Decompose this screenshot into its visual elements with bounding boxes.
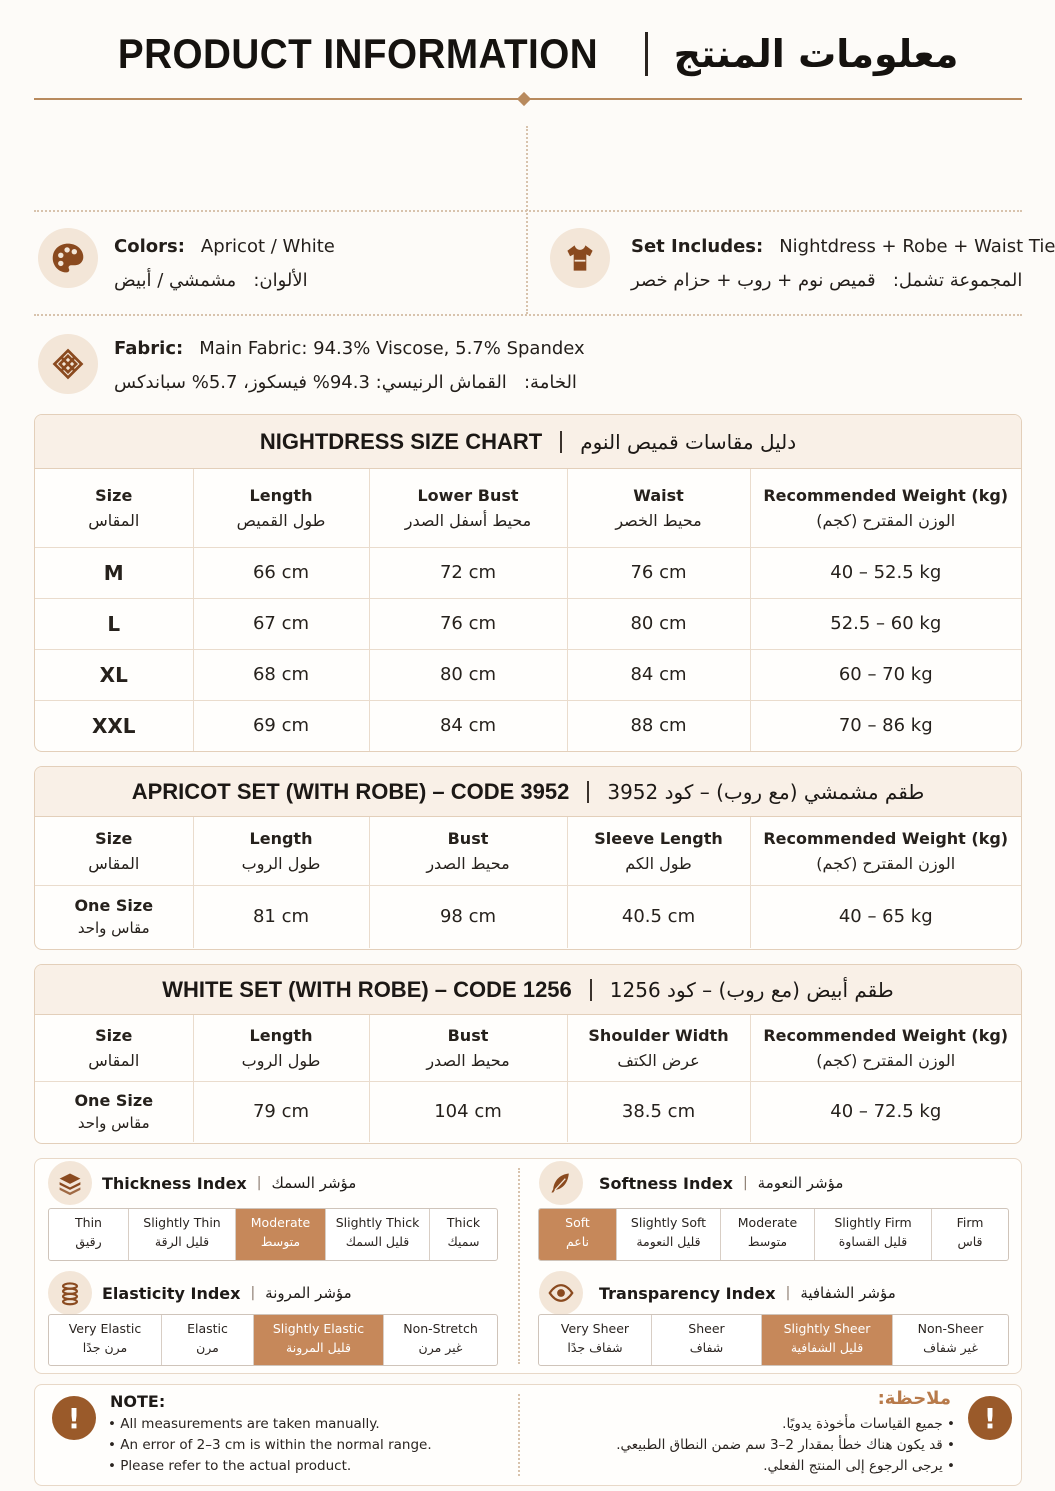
nightdress-chart-title-en: NIGHTDRESS SIZE CHART <box>259 428 543 454</box>
apricot-set-chart <box>34 766 1022 950</box>
column-header: Recommended Weight (kg) الوزن المقترح (كجم) <box>750 469 1021 547</box>
table-cell: 67 cm <box>193 598 369 649</box>
column-header: Size المقاس <box>35 469 193 547</box>
scale-option: Slightly Firm قليل القساوة <box>815 1209 932 1260</box>
table-cell: 104 cm <box>369 1081 567 1142</box>
apricot-set-title-en: APRICOT SET (WITH ROBE) – CODE 3952 <box>131 778 570 804</box>
table-cell: 79 cm <box>193 1081 369 1142</box>
scale-option: Non-Stretch غير مرن <box>403 1321 478 1355</box>
header-ornament <box>517 92 531 106</box>
index-title-en: Transparency Index <box>599 1283 776 1303</box>
column-header: Bust محيط الصدر <box>369 1015 567 1081</box>
page-title-en: PRODUCT INFORMATION <box>117 30 598 77</box>
eye-icon <box>539 1271 583 1315</box>
table-cell: 70 – 86 kg <box>838 715 933 737</box>
table-cell: 88 cm <box>567 700 750 751</box>
feather-icon <box>539 1161 583 1205</box>
index-title-en: Elasticity Index <box>102 1283 241 1303</box>
thickness-scale <box>48 1208 498 1261</box>
scale-option: Thin رقيق <box>49 1209 129 1260</box>
scale-option: Slightly Soft قليل النعومة <box>617 1209 721 1260</box>
column-header: Bust محيط الصدر <box>369 817 567 885</box>
column-header: Sleeve Length طول الكم <box>567 817 750 885</box>
elasticity-scale <box>48 1314 498 1366</box>
table-row <box>35 885 1021 948</box>
set-label: Set Includes: <box>631 236 764 257</box>
column-header: Length طول الروب <box>193 817 369 885</box>
exclamation-icon: ! <box>52 1396 96 1440</box>
column-header: Length طول الروب <box>193 1015 369 1081</box>
index-title-ar: مؤشر الشفافية <box>800 1284 896 1302</box>
column-header: Size المقاس <box>35 817 193 885</box>
table-cell: 66 cm <box>193 547 369 598</box>
table-cell: 98 cm <box>369 885 567 948</box>
layers-icon <box>48 1161 92 1205</box>
table-cell: 38.5 cm <box>567 1081 750 1142</box>
white-set-title-en: WHITE SET (WITH ROBE) – CODE 1256 <box>162 976 572 1002</box>
nightdress-chart-title-ar: دليل مقاسات قميص النوم <box>580 429 797 454</box>
index-divider <box>518 1168 520 1364</box>
table-cell: 69 cm <box>193 700 369 751</box>
table-cell: 72 cm <box>369 547 567 598</box>
scale-option: Very Sheer شفاف جدًا <box>539 1315 652 1365</box>
set-label-ar: المجموعة تشمل: <box>892 270 1023 291</box>
set-value: Nightdress + Robe + Waist Tie <box>779 236 1055 257</box>
note-list-ar <box>616 1414 955 1477</box>
title-divider: | <box>256 1175 262 1191</box>
size-cell: XL <box>35 649 193 700</box>
exclamation-icon: ! <box>968 1396 1012 1440</box>
table-row <box>35 649 1021 700</box>
thickness-index-title <box>48 1161 356 1205</box>
note-title-en: NOTE: <box>110 1392 166 1411</box>
note-item: • قد يكون هناك خطأ بمقدار 2–3 سم ضمن النطاق الطبيعي. <box>616 1435 955 1456</box>
apricot-set-table <box>35 817 1021 948</box>
column-header: Recommended Weight (kg) الوزن المقترح (كجم) <box>750 817 1021 885</box>
scale-option: Very Elastic مرن جدًا <box>49 1315 162 1365</box>
scale-option: Slightly Thin قليل الرقة <box>129 1209 236 1260</box>
note-title-ar: ملاحظة: <box>877 1388 951 1409</box>
colors-label-ar: الألوان: <box>253 270 308 291</box>
scale-option: Moderate متوسط <box>721 1209 815 1260</box>
note-item: • All measurements are taken manually. <box>108 1414 432 1435</box>
column-header: Waist محيط الخصر <box>567 469 750 547</box>
softness-scale <box>538 1208 1009 1261</box>
table-row <box>35 598 1021 649</box>
scale-option-selected: Slightly Elastic قليل المرونة <box>254 1315 384 1365</box>
info-divider-top <box>34 210 1022 212</box>
white-set-chart <box>34 964 1022 1144</box>
scale-option: Sheer شفاف <box>652 1315 762 1365</box>
table-header-row <box>35 469 1021 547</box>
note-item: • Please refer to the actual product. <box>108 1456 432 1477</box>
palette-icon <box>38 228 98 288</box>
scale-option: Slightly Thick قليل السمك <box>326 1209 430 1260</box>
title-divider <box>590 979 592 1001</box>
transparency-scale <box>538 1314 1009 1366</box>
colors-value-ar: مشمشي / أبيض <box>114 270 237 291</box>
column-header: Recommended Weight (kg) الوزن المقترح (كجم) <box>750 1015 1021 1081</box>
fabric-label-ar: الخامة: <box>523 372 577 393</box>
title-divider <box>560 431 562 453</box>
elasticity-index-title <box>48 1271 352 1315</box>
apricot-set-title-ar: طقم مشمشي (مع روب) – كود 3952 <box>607 779 925 804</box>
title-divider <box>645 32 648 76</box>
note-divider <box>518 1394 520 1476</box>
scale-option-selected: Slightly Sheer قليل الشفافية <box>762 1315 893 1365</box>
white-set-title-ar: طقم أبيض (مع روب) – كود 1256 <box>609 977 894 1002</box>
dress-icon <box>550 228 610 288</box>
table-cell: 80 cm <box>369 649 567 700</box>
table-cell: 76 cm <box>369 598 567 649</box>
colors-line-ar <box>114 270 308 291</box>
scale-option: Non-Sheer غير شفاف <box>917 1321 984 1355</box>
column-header: Lower Bust محيط أسفل الصدر <box>369 469 567 547</box>
index-title-en: Thickness Index <box>102 1173 247 1193</box>
size-cell: One Size مقاس واحد <box>35 1081 193 1142</box>
colors-label: Colors: <box>114 236 185 257</box>
table-cell: 68 cm <box>193 649 369 700</box>
table-cell: 40 – 72.5 kg <box>830 1101 942 1123</box>
nightdress-chart-header <box>35 415 1021 469</box>
info-divider-vertical <box>526 126 528 314</box>
index-title-en: Softness Index <box>599 1173 733 1193</box>
table-cell: 40 – 52.5 kg <box>750 547 1021 598</box>
note-item: • جميع القياسات مأخوذة يدويًا. <box>616 1414 955 1435</box>
table-cell: 80 cm <box>567 598 750 649</box>
index-title-ar: مؤشر السمك <box>271 1174 357 1192</box>
transparency-index-title <box>539 1271 896 1315</box>
size-cell: M <box>35 547 193 598</box>
nightdress-size-chart <box>34 414 1022 752</box>
size-cell: One Size مقاس واحد <box>35 885 193 948</box>
table-row <box>35 700 1021 751</box>
colors-line-en <box>114 236 335 257</box>
scale-option: Thick سميك <box>446 1215 481 1249</box>
apricot-set-header <box>35 767 1021 817</box>
fabric-label: Fabric: <box>114 338 184 359</box>
table-cell: 40.5 cm <box>567 885 750 948</box>
note-item: • يرجى الرجوع إلى المنتج الفعلي. <box>616 1456 955 1477</box>
size-cell: XXL <box>35 700 193 751</box>
size-cell: L <box>35 598 193 649</box>
fabric-value: Main Fabric: 94.3% Viscose, 5.7% Spandex <box>199 338 585 359</box>
white-set-header <box>35 965 1021 1015</box>
table-cell: 76 cm <box>567 547 750 598</box>
page-header <box>0 18 1055 90</box>
fabric-value-ar: القماش الرنيسي: 94.3% فيسكوز، 5.7% سباندكس <box>114 372 507 393</box>
column-header: Size المقاس <box>35 1015 193 1081</box>
fabric-line-ar <box>114 372 577 393</box>
fabric-line-en <box>114 338 585 359</box>
title-divider: | <box>785 1285 791 1301</box>
set-value-ar: قميص نوم + روب + حزام خصر <box>631 270 876 291</box>
table-cell: 84 cm <box>369 700 567 751</box>
note-item: • An error of 2–3 cm is within the normal range. <box>108 1435 432 1456</box>
white-set-table <box>35 1015 1021 1142</box>
table-cell: 40 – 65 kg <box>838 906 933 928</box>
table-cell: 81 cm <box>193 885 369 948</box>
softness-index-title <box>539 1161 843 1205</box>
title-divider: | <box>742 1175 748 1191</box>
table-cell: 84 cm <box>567 649 750 700</box>
column-header: Shoulder Width عرض الكتف <box>567 1015 750 1081</box>
set-line-ar <box>631 270 1022 291</box>
note-list-en <box>108 1414 432 1477</box>
colors-value: Apricot / White <box>200 236 335 257</box>
title-divider <box>587 781 589 803</box>
spring-icon <box>48 1271 92 1315</box>
table-header-row <box>35 1015 1021 1081</box>
table-row <box>35 1081 1021 1142</box>
index-title-ar: مؤشر المرونة <box>265 1284 352 1302</box>
title-divider: | <box>250 1285 256 1301</box>
index-title-ar: مؤشر النعومة <box>757 1174 844 1192</box>
column-header: Length طول القميص <box>193 469 369 547</box>
page-title-ar: معلومات المنتج <box>673 32 959 76</box>
table-header-row <box>35 817 1021 885</box>
scale-option-selected: Moderate متوسط <box>236 1209 326 1260</box>
table-cell: 52.5 – 60 kg <box>750 598 1021 649</box>
scale-option: Elastic مرن <box>162 1315 254 1365</box>
set-line-en <box>631 236 1055 257</box>
fabric-knot-icon <box>38 334 98 394</box>
scale-option: Firm قاس <box>956 1215 984 1249</box>
nightdress-table <box>35 469 1021 751</box>
scale-option-selected: Soft ناعم <box>539 1209 617 1260</box>
table-cell: 60 – 70 kg <box>750 649 1021 700</box>
table-row <box>35 547 1021 598</box>
info-divider-bottom <box>34 314 1022 316</box>
